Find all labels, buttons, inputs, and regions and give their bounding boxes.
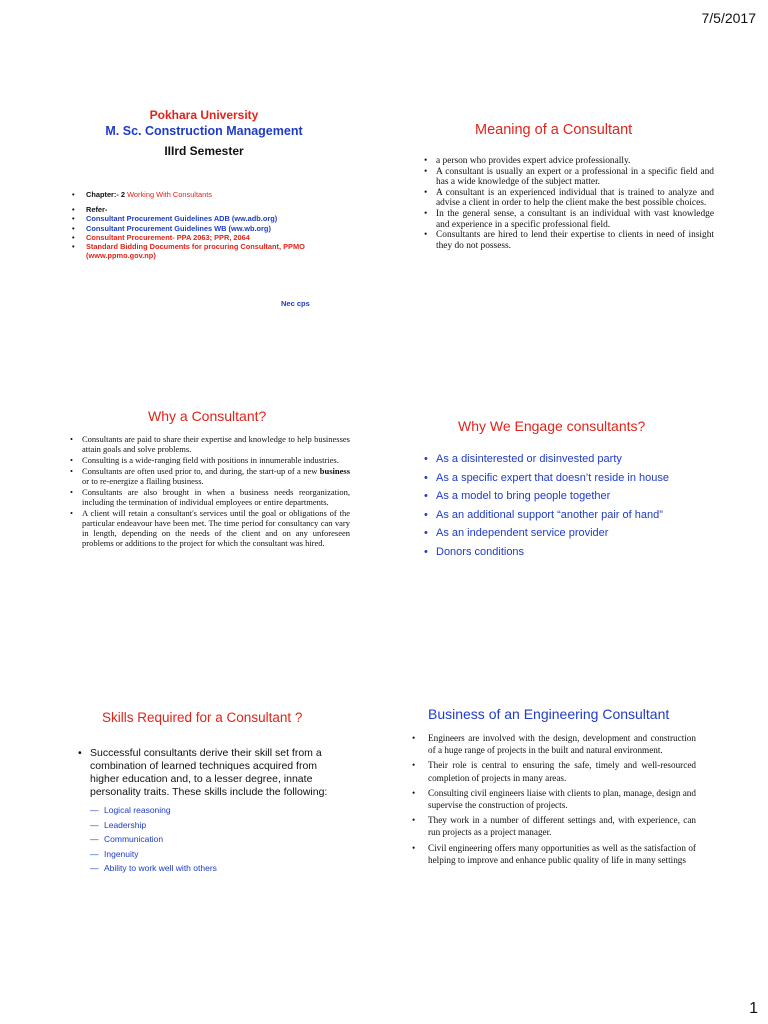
skills-list xyxy=(90,803,384,876)
bullet-text: Consultants are often used prior to, and during, the start-up of a new xyxy=(82,466,318,476)
bullet-item xyxy=(70,466,350,486)
bullet-text: or to re-energize a flailing business. xyxy=(82,476,204,486)
chapter-title: Working With Consultants xyxy=(127,190,212,199)
bullet-item: • a person who provides expert advice professionally. xyxy=(424,156,714,167)
bullet-item: • A client will retain a consultant's services until the goal or obligations of the particular endeavour have been met. The time period for consultancy can vary in length, depending on the needs of the client and on any unforeseen problems or additions to the project for which the consultant was hired. xyxy=(70,508,350,548)
bullet-item: • As an additional support “another pair of hand” xyxy=(424,508,674,523)
skill-item: — Communication xyxy=(90,832,384,847)
bullet-item: • Consultants are hired to lend their expertise to clients in need of insight they do not possess. xyxy=(424,230,714,251)
refer-label: • Refer- xyxy=(72,205,372,214)
bullet-list xyxy=(424,452,674,559)
bullet-item: • Civil engineering offers many opportunities as well as the satisfaction of helping to improve and enhance public quality of life in many settings xyxy=(404,842,696,866)
slide-why-engage-consultants xyxy=(400,398,760,618)
skill-item: — Leadership xyxy=(90,818,384,833)
bullet-item: • A consultant is an experienced individual that is trained to analyze and advise a client in order to help the client make the best possible choices. xyxy=(424,188,714,209)
semester-label: IIIrd Semester xyxy=(164,144,244,158)
skill-item: — Ability to work well with others xyxy=(90,861,384,876)
bullet-item: • In the general sense, a consultant is an individual with vast knowledge and experience in a specific professional field. xyxy=(424,209,714,230)
slide-course-title xyxy=(24,100,384,320)
bullet-list xyxy=(404,732,696,866)
bullet-item: • As a specific expert that doesn’t reside in house xyxy=(424,471,674,486)
bullet-item: • As a model to bring people together xyxy=(424,489,674,504)
slide-meaning-of-consultant xyxy=(400,100,760,320)
skill-item: — Logical reasoning xyxy=(90,803,384,818)
page-number: 1 xyxy=(749,1000,758,1017)
slide-engineering-consultant-business xyxy=(400,696,760,916)
bullet-list xyxy=(78,747,348,799)
bullet-item: • A consultant is usually an expert or a professional in a specific field and has a wide knowledge of the subject matter. xyxy=(424,167,714,188)
slide-title: Why a Consultant? xyxy=(148,408,267,424)
program-name: M. Sc. Construction Management xyxy=(105,124,303,138)
reference-item: • Consultant Procurement- PPA 2063; PPR, 2064 xyxy=(72,233,372,242)
print-date: 7/5/2017 xyxy=(701,10,756,26)
author-credit: Nec cps xyxy=(281,299,310,308)
slide-title: Skills Required for a Consultant ? xyxy=(102,710,303,725)
bullet-item: • Their role is central to ensuring the safe, timely and well-resourced completion of projects in many areas. xyxy=(404,759,696,783)
bullet-item: • Consultants are also brought in when a business needs reorganization, including the termination of individual employees or entire departments. xyxy=(70,487,350,507)
bullet-item: • Engineers are involved with the design, development and construction of a huge range of projects in the built and natural environment. xyxy=(404,732,696,756)
reference-item: • Consultant Procurement Guidelines WB (ww.wb.org) xyxy=(72,224,372,233)
skill-item: — Ingenuity xyxy=(90,847,384,862)
bullet-item: • Successful consultants derive their skill set from a combination of learned techniques acquired from higher education and, to a lesser degree, innate personality traits. These skills include the following: xyxy=(78,747,348,799)
slide-why-a-consultant xyxy=(24,398,384,618)
chapter-list xyxy=(72,190,372,199)
bullet-item: • Consultants are paid to share their expertise and knowledge to help businesses attain goals and solve problems. xyxy=(70,434,350,454)
chapter-prefix: Chapter:- 2 xyxy=(86,190,128,199)
bullet-item: • As a disinterested or disinvested party xyxy=(424,452,674,467)
slide-skills-required xyxy=(24,696,384,916)
reference-item: • Consultant Procurement Guidelines ADB (ww.adb.org) xyxy=(72,214,372,223)
bullet-item: • Donors conditions xyxy=(424,545,674,560)
bullet-item: • They work in a number of different settings and, with experience, can run projects as a project manager. xyxy=(404,814,696,838)
slide-title: Meaning of a Consultant xyxy=(475,122,633,138)
chapter-item xyxy=(72,190,372,199)
reference-item: • Standard Bidding Documents for procuring Consultant, PPMO (www.ppmo.gov.np) xyxy=(72,242,372,261)
bullet-list xyxy=(70,434,350,548)
reference-list xyxy=(72,205,372,261)
university-name: Pokhara University xyxy=(149,108,259,122)
slide-title: Why We Engage consultants? xyxy=(458,418,646,434)
bullet-list xyxy=(424,156,714,251)
bullet-item: • Consulting civil engineers liaise with clients to plan, manage, design and supervise the construction of projects. xyxy=(404,787,696,811)
bullet-item: • Consulting is a wide-ranging field with positions in innumerable industries. xyxy=(70,455,350,465)
bullet-item: • As an independent service provider xyxy=(424,526,674,541)
slide-title: Business of an Engineering Consultant xyxy=(428,706,670,722)
bold-term: business xyxy=(319,466,351,476)
